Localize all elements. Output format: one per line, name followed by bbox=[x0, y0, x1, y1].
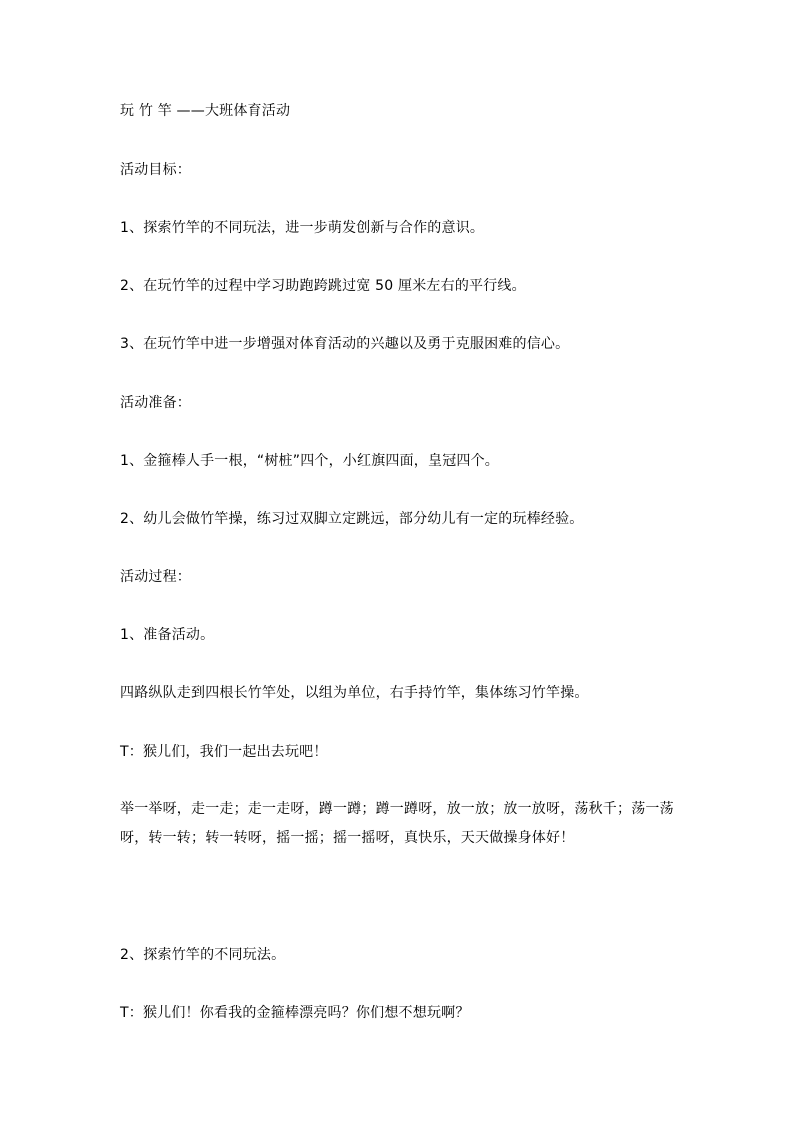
step2-title: 2、探索竹竿的不同玩法。 bbox=[120, 947, 286, 963]
step1-title: 1、准备活动。 bbox=[120, 627, 215, 643]
prep-item: 2、幼儿会做竹竿操，练习过双脚立定跳远，部分幼儿有一定的玩棒经验。 bbox=[120, 511, 584, 527]
prep-item: 1、金箍棒人手一根，“树桩”四个，小红旗四面，皇冠四个。 bbox=[120, 453, 500, 469]
goal-item: 2、在玩竹竿的过程中学习助跑跨跳过宽 50 厘米左右的平行线。 bbox=[120, 278, 526, 294]
goals-heading: 活动目标： bbox=[120, 162, 191, 178]
prep-heading: 活动准备： bbox=[120, 395, 191, 411]
goal-item: 3、在玩竹竿中进一步增强对体育活动的兴趣以及勇于克服困难的信心。 bbox=[120, 336, 570, 352]
document-title: 玩 竹 竿 ——大班体育活动 bbox=[120, 103, 291, 119]
process-heading: 活动过程： bbox=[120, 569, 191, 585]
goal-item: 1、探索竹竿的不同玩法，进一步萌发创新与合作的意识。 bbox=[120, 220, 485, 236]
step1-description: 四路纵队走到四根长竹竿处，以组为单位，右手持竹竿，集体练习竹竿操。 bbox=[120, 685, 589, 701]
step2-teacher-line: T：猴儿们！你看我的金箍棒漂亮吗？你们想不想玩啊？ bbox=[120, 1005, 470, 1021]
step1-rhyme: 举一举呀，走一走；走一走呀，蹲一蹲；蹲一蹲呀，放一放；放一放呀，荡秋千；荡一荡呀，转一转；转一转呀，摇一摇；摇一摇呀，真快乐，天天做操身体好！ bbox=[120, 801, 674, 846]
step1-teacher-line: T：猴儿们，我们一起出去玩吧！ bbox=[120, 744, 328, 760]
